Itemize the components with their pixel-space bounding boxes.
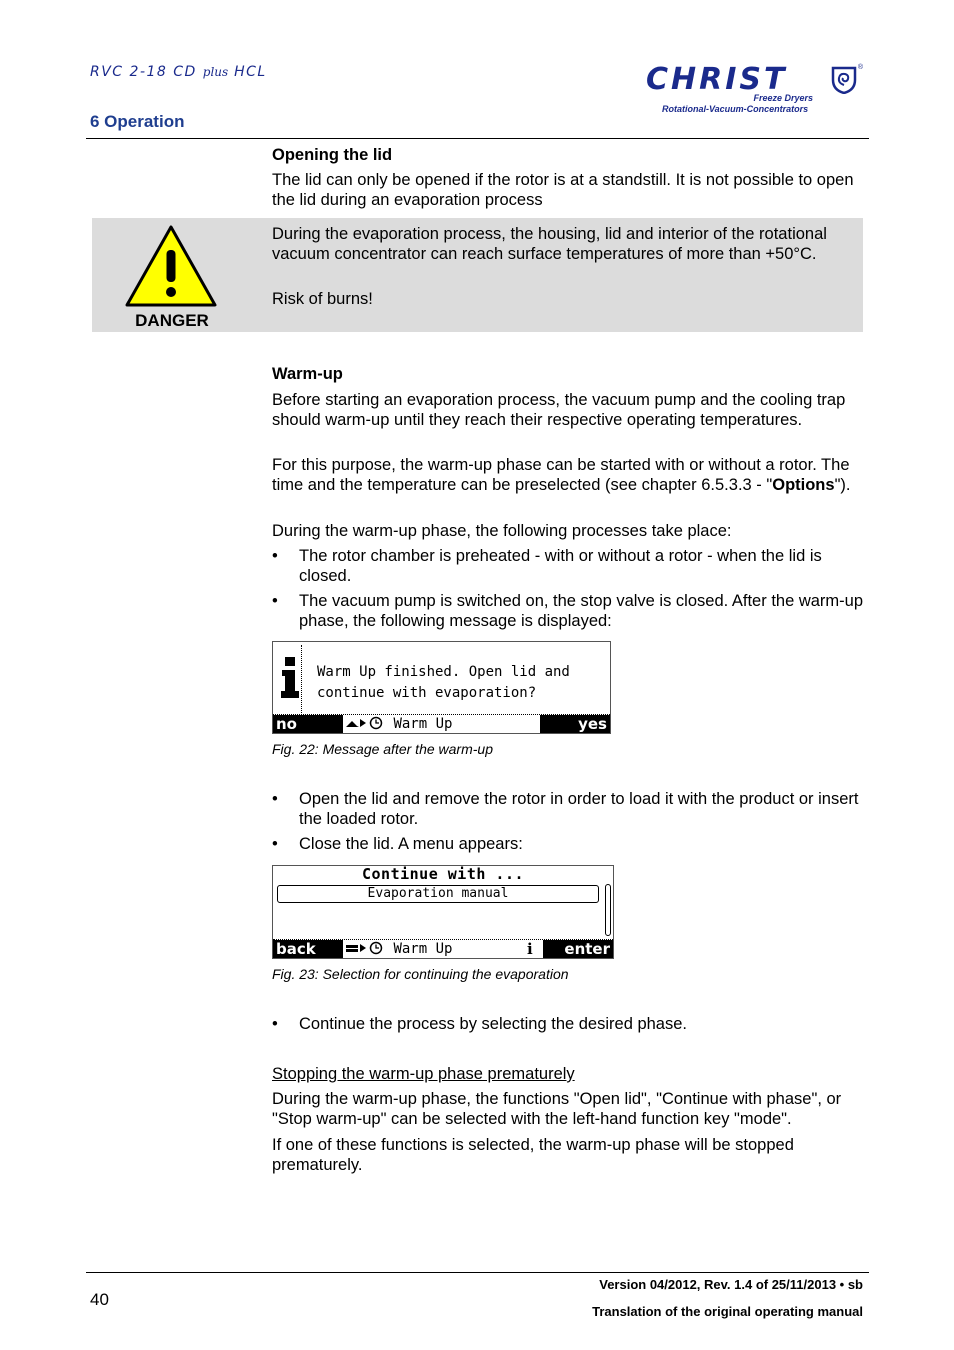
stopping-p2: If one of these functions is selected, the warm-up phase will be stopped prematurely. xyxy=(272,1136,794,1174)
footer-translation: Translation of the original operating manual xyxy=(592,1304,863,1319)
lcd-function-bar xyxy=(273,714,610,733)
christ-logo xyxy=(640,62,865,122)
lcd-status: Warm Up xyxy=(345,715,535,733)
warmup-phase-icon xyxy=(345,941,385,955)
back-button[interactable]: back xyxy=(273,940,343,958)
heading-warmup: Warm-up xyxy=(272,365,343,383)
list-item: • Open the lid and remove the rotor in order to load it with the product or insert the loaded rotor. xyxy=(272,790,859,828)
yes-button[interactable]: yes xyxy=(540,715,610,733)
list-item: • Continue the process by selecting the desired phase. xyxy=(272,1015,687,1033)
model-plus: plus xyxy=(202,65,229,79)
warmup-phase-icon xyxy=(345,716,385,730)
danger-label: DANGER xyxy=(135,311,209,330)
lcd-message-screen xyxy=(272,641,611,734)
enter-button[interactable]: enter xyxy=(543,940,613,958)
footer-rule xyxy=(86,1272,869,1273)
warning-triangle-icon xyxy=(124,224,218,308)
lcd-message-line-1: Warm Up finished. Open lid and xyxy=(317,664,570,680)
caption-fig22: Fig. 22: Message after the warm-up xyxy=(272,741,493,757)
model-name: RVC 2-18 CD plus HCL xyxy=(90,64,267,80)
stopping-p1: During the warm-up phase, the functions "Open lid", "Continue with phase", or "Stop warm-up" can be selected with the left-hand function key "mode". xyxy=(272,1090,842,1128)
footer-version: Version 04/2012, Rev. 1.4 of 25/11/2013 • sb xyxy=(599,1277,863,1292)
lcd-menu-title: Continue with ... xyxy=(361,865,525,883)
no-button[interactable]: no xyxy=(273,715,343,733)
logo-wordmark: CHRIST xyxy=(646,62,788,97)
opening-lid-text: The lid can only be opened if the rotor is at a standstill. It is not possible to open the lid during an evaporation process xyxy=(272,171,854,209)
caption-fig23: Fig. 23: Selection for continuing the evaporation xyxy=(272,966,569,982)
warmup-p2: For this purpose, the warm-up phase can be started with or without a rotor. The time and the temperature can be preselected (see chapter 6.5.3.3 - "Options"). xyxy=(272,456,851,494)
menu-scrollbar[interactable] xyxy=(605,884,611,936)
page-number: 40 xyxy=(90,1290,109,1309)
registered-mark: ® xyxy=(857,64,863,71)
info-icon xyxy=(280,657,300,699)
warmup-p3: During the warm-up phase, the following processes take place: xyxy=(272,522,732,540)
lcd-function-bar xyxy=(273,939,613,958)
lcd-status: Warm Up xyxy=(345,940,525,958)
list-item: • Close the lid. A menu appears: xyxy=(272,835,523,853)
warmup-p1: Before starting an evaporation process, the vacuum pump and the cooling trap should warm-up until they reach their respective operating temperatures. xyxy=(272,391,846,429)
danger-text: During the evaporation process, the housing, lid and interior of the rotational vacuum concentrator can reach surface temperatures of more than +50°C. xyxy=(272,225,827,263)
lcd-message-line-2: continue with evaporation? xyxy=(317,685,537,701)
danger-risk: Risk of burns! xyxy=(272,290,373,308)
heading-opening-lid: Opening the lid xyxy=(272,146,393,164)
section-title: 6 Operation xyxy=(90,112,185,131)
menu-item-evaporation-manual[interactable]: Evaporation manual xyxy=(277,885,599,903)
list-item: • The vacuum pump is switched on, the stop valve is closed. After the warm-up phase, the following message is displayed: xyxy=(272,592,864,630)
list-item: • The rotor chamber is preheated - with or without a rotor - when the lid is closed. xyxy=(272,547,822,585)
lcd-menu-screen xyxy=(272,865,614,959)
info-key-icon[interactable]: i xyxy=(527,940,533,958)
spiral-shield-icon xyxy=(831,66,857,94)
heading-stopping: Stopping the warm-up phase prematurely xyxy=(272,1065,575,1083)
logo-tagline-2: Rotational-Vacuum-Concentrators xyxy=(662,104,809,114)
logo-tagline-1: Freeze Dryers xyxy=(753,93,813,103)
header-rule xyxy=(86,138,869,139)
